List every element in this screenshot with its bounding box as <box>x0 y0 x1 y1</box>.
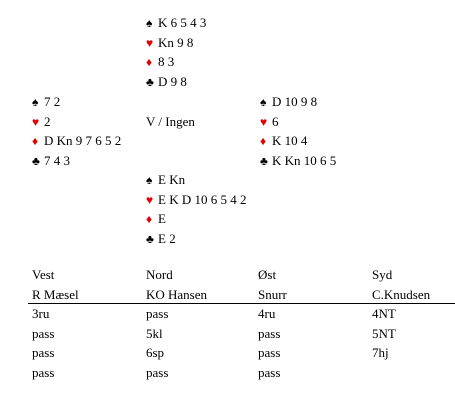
south-spades <box>146 170 246 190</box>
player-north: KO Hansen <box>146 286 208 302</box>
club-icon: ♣ <box>146 231 154 246</box>
spade-icon: ♠ <box>32 95 39 109</box>
header-divider <box>28 303 455 304</box>
east-diamonds-cards: K 10 4 <box>272 133 308 148</box>
east-hand <box>260 92 336 170</box>
east-diamonds <box>260 131 336 151</box>
bid-cell: pass <box>32 325 55 341</box>
south-clubs-cards: E 2 <box>158 230 176 246</box>
bid-cell: 5NT <box>372 325 396 341</box>
north-diamonds <box>146 52 206 72</box>
north-spades <box>146 13 206 33</box>
north-clubs <box>146 72 206 92</box>
bid-cell: 4ru <box>258 306 276 321</box>
south-diamonds <box>146 209 246 229</box>
west-hand <box>32 92 121 170</box>
bid-round-row <box>0 343 455 363</box>
heart-icon: ♥ <box>32 114 40 129</box>
east-hearts-cards: 6 <box>272 113 279 129</box>
diamond-icon: ♦ <box>146 55 153 69</box>
bid-cell: 7hj <box>372 345 389 360</box>
north-spades-cards: K 6 5 4 3 <box>158 15 207 30</box>
club-icon: ♣ <box>32 153 40 168</box>
bid-cell: pass <box>258 325 281 341</box>
spade-icon: ♠ <box>260 95 267 109</box>
south-hearts-cards: E K D 10 6 5 4 2 <box>158 191 247 207</box>
east-hearts <box>260 112 336 132</box>
west-clubs-cards: 7 4 3 <box>44 152 70 168</box>
north-hand <box>146 13 206 91</box>
north-hearts <box>146 33 206 53</box>
south-hand <box>146 170 246 248</box>
west-spades-cards: 7 2 <box>44 94 61 109</box>
heart-icon: ♥ <box>260 114 268 129</box>
club-icon: ♣ <box>260 153 268 168</box>
bid-cell: 4NT <box>372 306 396 321</box>
south-diamonds-cards: E <box>158 211 166 226</box>
heart-icon: ♥ <box>146 192 154 207</box>
south-hearts <box>146 190 246 210</box>
club-icon: ♣ <box>146 74 154 89</box>
north-clubs-cards: D 9 8 <box>158 73 187 89</box>
bid-cell: pass <box>32 364 55 380</box>
bid-cell: 3ru <box>32 306 50 321</box>
player-east: Snurr <box>258 286 287 302</box>
diamond-icon: ♦ <box>260 134 267 148</box>
spade-icon: ♠ <box>146 16 153 30</box>
bid-round-row <box>0 304 455 324</box>
west-hearts <box>32 112 121 132</box>
players-row <box>0 285 455 305</box>
west-clubs <box>32 151 121 171</box>
south-spades-cards: E Kn <box>158 172 186 187</box>
bid-cell: 6sp <box>146 345 165 360</box>
east-spades <box>260 92 336 112</box>
player-west: R Mæsel <box>32 286 79 302</box>
bid-cell: pass <box>32 345 55 360</box>
header-west: Vest <box>32 267 55 282</box>
bidding-table <box>0 265 455 382</box>
diamond-icon: ♦ <box>146 212 153 226</box>
dealer-vulnerability: V / Ingen <box>146 114 195 129</box>
bid-cell: pass <box>146 306 169 321</box>
south-clubs <box>146 229 246 249</box>
west-diamonds-cards: D Kn 9 7 6 5 2 <box>44 133 122 148</box>
north-hearts-cards: Kn 9 8 <box>158 34 194 50</box>
player-south: C.Knudsen <box>372 286 431 302</box>
header-north: Nord <box>146 267 173 282</box>
east-clubs-cards: K Kn 10 6 5 <box>272 152 337 168</box>
spade-icon: ♠ <box>146 173 153 187</box>
bid-cell: pass <box>258 345 281 360</box>
bid-cell: 5kl <box>146 325 163 341</box>
diamond-icon: ♦ <box>32 134 39 148</box>
header-south: Syd <box>372 267 393 282</box>
west-diamonds <box>32 131 121 151</box>
bid-round-row <box>0 363 455 383</box>
bid-cell: pass <box>258 364 281 380</box>
bid-cell: pass <box>146 364 169 380</box>
west-hearts-cards: 2 <box>44 113 51 129</box>
heart-icon: ♥ <box>146 35 154 50</box>
east-spades-cards: D 10 9 8 <box>272 94 318 109</box>
header-east: Øst <box>258 267 277 282</box>
bidding-header-row <box>0 265 455 285</box>
bid-round-row <box>0 324 455 344</box>
west-spades <box>32 92 121 112</box>
north-diamonds-cards: 8 3 <box>158 54 175 69</box>
east-clubs <box>260 151 336 171</box>
